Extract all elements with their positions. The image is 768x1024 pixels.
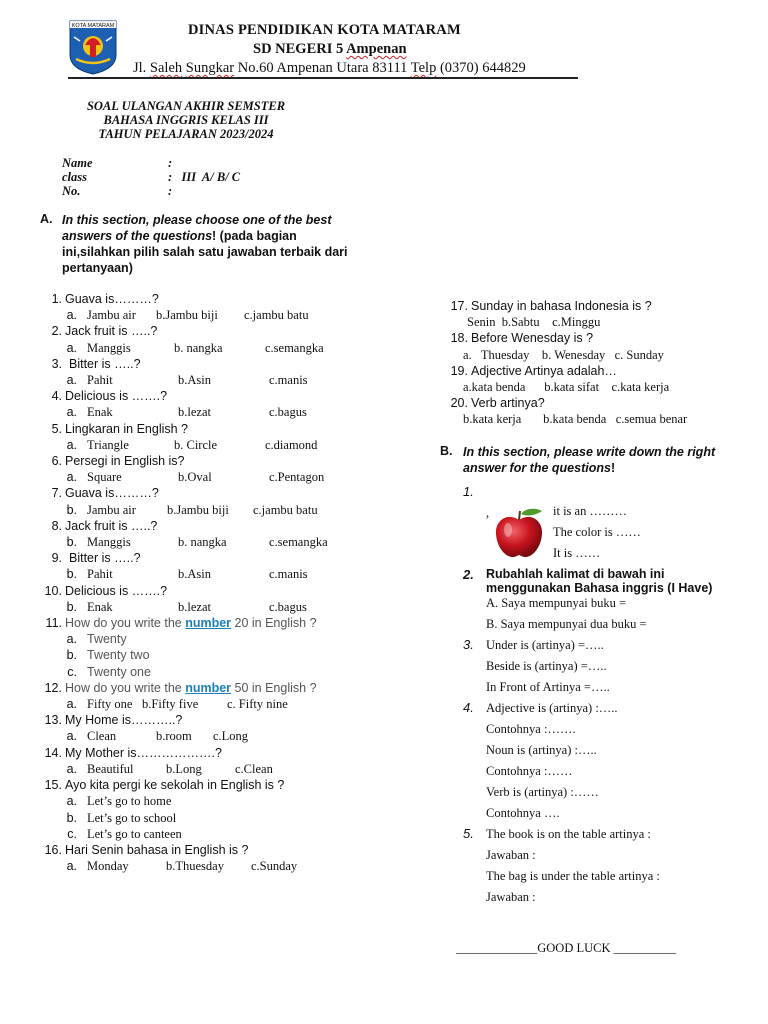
item5-line-3: The bag is under the table artinya :: [486, 869, 660, 883]
answer-options: a. Manggis b. nangka c.semangka: [66, 340, 324, 355]
answer-options: a. Let’s go to home: [66, 794, 172, 809]
answer-options: a. Triangle b. Circle c.diamond: [66, 437, 318, 452]
item4-line-5: Verb is (artinya) :……: [486, 785, 599, 799]
header-school: SD NEGERI 5 Ampenan: [253, 41, 407, 57]
item-number: 4.: [463, 700, 474, 715]
number-link[interactable]: number: [185, 680, 232, 695]
question-item: 4. Delicious is …….?: [51, 389, 168, 404]
answer-options: b. Twenty two: [66, 648, 150, 663]
question-item: 16. Hari Senin bahasa in English is ?: [44, 842, 249, 857]
answer-options: b. Let’s go to school: [66, 810, 177, 825]
header-rule: [68, 77, 578, 79]
answer-options: b. Pahit b.Asin c.manis: [66, 567, 308, 582]
item2-b: B. Saya mempunyai dua buku =: [486, 617, 647, 631]
question-item: 3. Bitter is …..?: [51, 356, 141, 371]
question-item: 17. Sunday in bahasa Indonesia is ?: [450, 299, 652, 313]
answer-options: c. Let’s go to canteen: [67, 826, 182, 841]
item2-title-1: Rubahlah kalimat di bawah ini: [486, 567, 665, 581]
section-a-letter: A.: [40, 212, 53, 226]
answer-options: a. Monday b.Thuesday c.Sunday: [66, 859, 298, 874]
question-item: 13. My Home is………..?: [44, 713, 183, 728]
question-item: 15. Ayo kita pergi ke sekolah in English is ?: [44, 778, 285, 793]
question-item: 6. Persegi in English is?: [51, 454, 185, 469]
question-item: 11. How do you write the number 20 in English ?: [45, 616, 317, 631]
question-item: 8. Jack fruit is …..?: [51, 518, 158, 533]
answer-options: b. Manggis b. nangka c.semangka: [66, 535, 328, 550]
question-list-left: [40, 291, 370, 874]
question-item: 9. Bitter is …..?: [51, 551, 141, 566]
apple-image: [492, 506, 546, 560]
item-number: 2.: [463, 567, 474, 582]
header-agency: DINAS PENDIDIKAN KOTA MATARAM: [188, 22, 461, 38]
question-item: 14. My Mother is……………….?: [44, 745, 222, 760]
item-number: 1.: [463, 484, 474, 499]
good-luck-footer: _____________GOOD LUCK __________: [456, 941, 677, 955]
question-item: 18. Before Wenesday is ?: [450, 331, 594, 346]
school-logo: [68, 19, 118, 75]
question-item: 5. Lingkaran in English ?: [51, 421, 188, 436]
item5-line-4: Jawaban :: [486, 890, 536, 904]
header-address: Jl. Saleh Sungkar No.60 Ampenan Utara 83111 Telp (0370) 644829: [133, 60, 526, 76]
question-item: 10. Delicious is …….?: [44, 583, 168, 598]
answer-options: a. Fifty one b.Fifty five c. Fifty nine: [66, 697, 288, 712]
answer-options: a. Beautiful b.Long c.Clean: [66, 761, 273, 776]
answer-options: Senin b.Sabtu c.Minggu: [467, 315, 601, 330]
section-a-instruction: In this section, please choose one of the best answers of the questions! (pada bagian ini,silahkan pilih salah satu jawaban terbaik dari pertanyaan): [62, 213, 348, 275]
answer-options: a.kata benda b.kata sifat c.kata kerja: [463, 380, 670, 395]
comma-mark: ,: [486, 506, 490, 520]
answer-options: a. Jambu air b.Jambu biji c.jambu batu: [66, 308, 309, 323]
item3-line-1: Under is (artinya) =…..: [486, 638, 604, 652]
item-number: 5.: [463, 826, 474, 841]
student-identity: Name : class : III A/ B/ C No. :: [62, 156, 241, 198]
question-list-right: [444, 298, 744, 428]
item2-title-2: menggunakan Bahasa inggris (I Have): [486, 581, 713, 595]
answer-options: a. Twenty: [66, 632, 127, 647]
question-item: 7. Guava is………?: [51, 486, 159, 501]
question-item: 1. Guava is………?: [51, 292, 159, 306]
answer-options: a. Pahit b.Asin c.manis: [66, 373, 308, 388]
number-link[interactable]: number: [185, 616, 232, 631]
item2-a: A. Saya mempunyai buku =: [486, 596, 627, 610]
answer-options: a. Clean b.room c.Long: [66, 729, 249, 744]
question-item: 19. Adjective Artinya adalah…: [450, 363, 617, 378]
apple-line-3: It is ……: [553, 546, 601, 560]
item5-line-1: The book is on the table artinya :: [486, 827, 651, 841]
apple-line-1: it is an ………: [553, 504, 627, 518]
item-number: 3.: [463, 637, 474, 652]
answer-options: b. Jambu air b.Jambu biji c.jambu batu: [66, 502, 318, 517]
item4-line-6: Contohnya ….: [486, 806, 560, 820]
exam-title: SOAL ULANGAN AKHIR SEMSTER BAHASA INGGRIS KELAS III TAHUN PELAJARAN 2023/2024: [86, 99, 286, 141]
item3-line-3: In Front of Artinya =…..: [486, 680, 610, 694]
section-b-instruction: In this section, please write down the right answer for the questions!: [463, 445, 716, 475]
answer-options: c. Twenty one: [67, 664, 151, 679]
item3-line-2: Beside is (artinya) =…..: [486, 659, 607, 673]
question-item: 12. How do you write the number 50 in English ?: [44, 680, 317, 695]
question-item: 20. Verb artinya?: [450, 396, 545, 411]
item5-line-2: Jawaban :: [486, 848, 536, 862]
item4-line-3: Noun is (artinya) :…..: [486, 743, 597, 757]
answer-options: b.kata kerja b.kata benda c.semua benar: [463, 412, 688, 427]
item4-line-2: Contohnya :…….: [486, 722, 576, 736]
item4-line-1: Adjective is (artinya) :…..: [486, 701, 618, 715]
answer-options: b. Enak b.lezat c.bagus: [66, 599, 307, 614]
item4-line-4: Contohnya :……: [486, 764, 573, 778]
section-b-letter: B.: [440, 444, 453, 458]
apple-line-2: The color is ……: [553, 525, 641, 539]
answer-options: a. Enak b.lezat c.bagus: [66, 405, 307, 420]
answer-options: a. Thuesday b. Wenesday c. Sunday: [463, 347, 664, 362]
question-item: 2. Jack fruit is …..?: [51, 324, 158, 339]
answer-options: a. Square b.Oval c.Pentagon: [66, 470, 325, 485]
svg-text:KOTA MATARAM: KOTA MATARAM: [71, 23, 115, 29]
